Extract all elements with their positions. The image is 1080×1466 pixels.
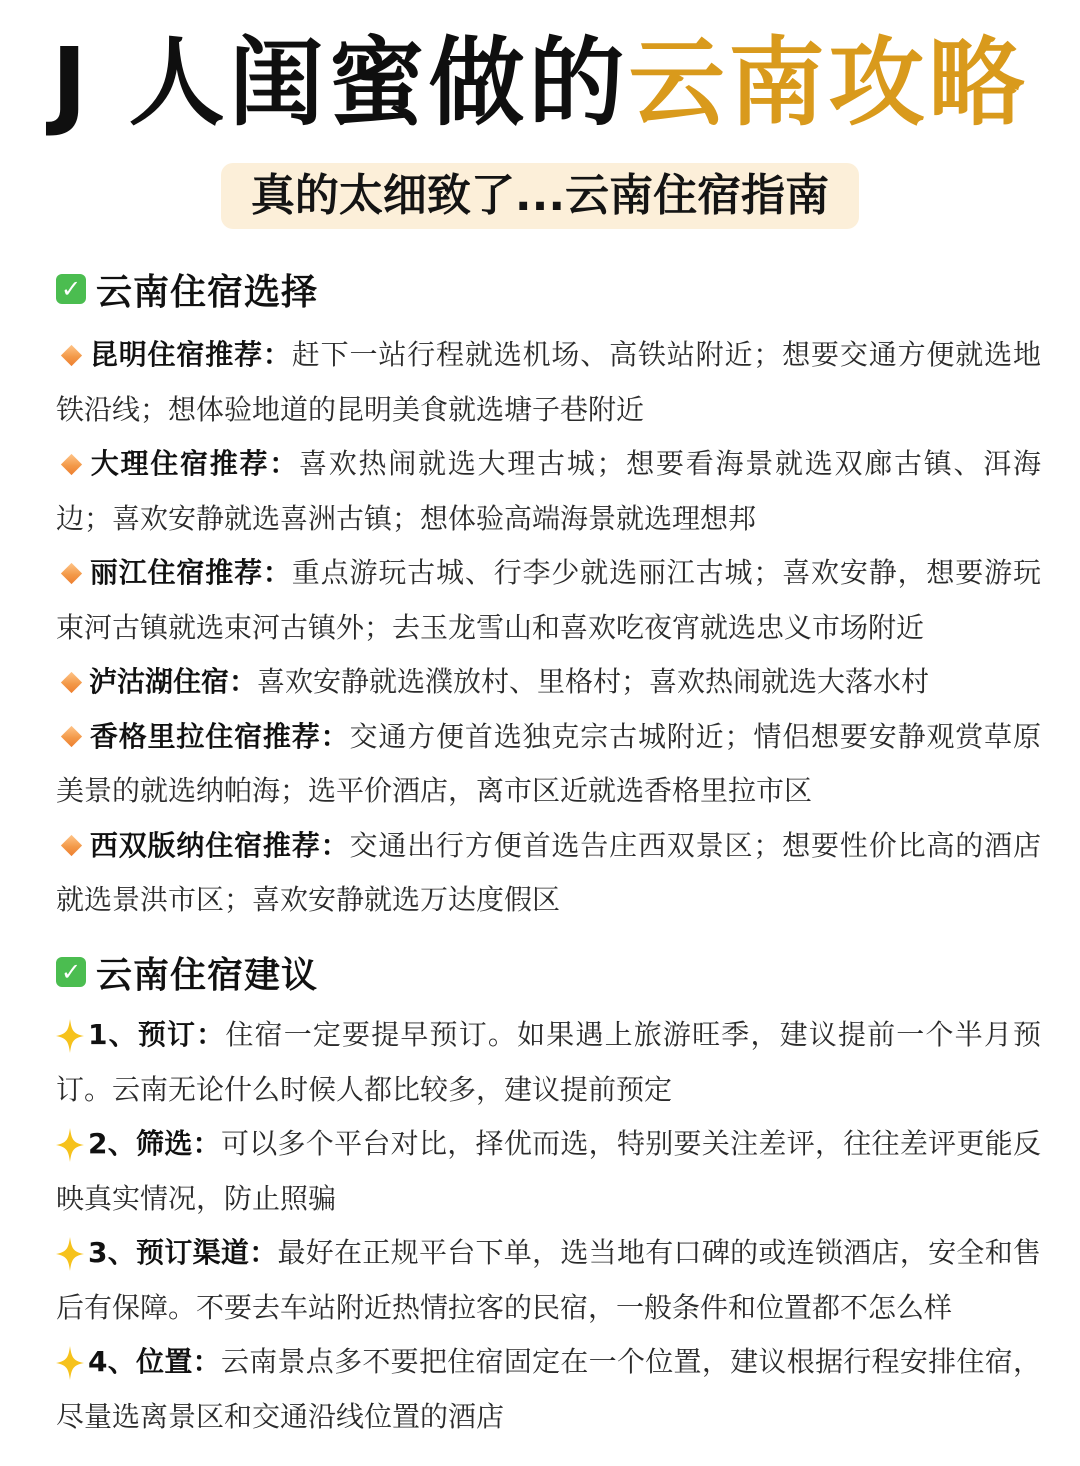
list-item — [56, 1008, 1041, 1117]
list-item — [56, 655, 1041, 710]
item-lead: 泸沽湖住宿： — [89, 665, 258, 698]
sparkle-icon — [56, 1346, 84, 1380]
title-part-dark: J 人闺蜜做的 — [51, 27, 629, 139]
item-lead: 丽江住宿推荐： — [89, 556, 292, 589]
check-box-icon: ✓ — [56, 274, 86, 304]
item-lead: 3、预订渠道： — [88, 1236, 278, 1269]
item-text: 交通出行方便首选告庄西双景区；想要性价比高的酒店就选景洪市区；喜欢安静就选万达度假区 — [56, 828, 1041, 916]
orange-diamond-icon — [61, 453, 82, 474]
list-item — [56, 819, 1041, 928]
item-text: 喜欢热闹就选大理古城；想要看海景就选双廊古镇、洱海边；喜欢安静就选喜洲古镇；想体验高端海景就选理想邦 — [56, 447, 1041, 535]
item-lead: 大理住宿推荐： — [89, 447, 299, 480]
orange-diamond-icon — [61, 344, 82, 365]
subtitle-banner — [0, 163, 1080, 229]
item-lead: 西双版纳住宿推荐： — [89, 828, 350, 862]
list-item — [56, 1117, 1041, 1226]
orange-diamond-icon — [61, 671, 82, 692]
list-item — [56, 546, 1041, 655]
item-lead: 昆明住宿推荐： — [89, 338, 292, 371]
sparkle-icon — [56, 1019, 84, 1053]
subtitle: 真的太细致了...云南住宿指南 — [221, 163, 859, 229]
section-accommodation-choice — [56, 262, 1041, 928]
list-item — [56, 1226, 1041, 1335]
page-title — [0, 28, 1080, 138]
orange-diamond-icon — [61, 562, 82, 583]
list-item — [56, 710, 1041, 819]
item-text: 住宿一定要提早预订。如果遇上旅游旺季，建议提前一个半月预订。云南无论什么时候人都比较多，建议提前预定 — [56, 1018, 1041, 1106]
item-text: 重点游玩古城、行李少就选丽江古城；喜欢安静，想要游玩束河古镇就选束河古镇外；去玉龙雪山和喜欢吃夜宵就选忠义市场附近 — [56, 556, 1041, 644]
section-header — [56, 945, 1041, 999]
orange-diamond-icon — [61, 726, 82, 747]
check-box-icon: ✓ — [56, 957, 86, 987]
item-lead: 1、预订： — [88, 1018, 226, 1051]
section-header — [56, 262, 1041, 316]
sparkle-icon — [56, 1237, 84, 1271]
item-lead: 2、筛选： — [88, 1127, 221, 1160]
item-text: 交通方便首选独克宗古城附近；情侣想要安静观赏草原美景的就选纳帕海；选平价酒店，离市区近就选香格里拉市区 — [56, 719, 1041, 807]
sparkle-icon — [56, 1128, 84, 1162]
list-item — [56, 1335, 1041, 1444]
item-text: 云南景点多不要把住宿固定在一个位置，建议根据行程安排住宿，尽量选离景区和交通沿线位置的酒店 — [56, 1345, 1042, 1433]
item-text: 可以多个平台对比，择优而选，特别要关注差评，往往差评更能反映真实情况，防止照骗 — [56, 1127, 1042, 1215]
section-title: 云南住宿选择 — [96, 271, 319, 313]
item-lead: 香格里拉住宿推荐： — [89, 719, 350, 753]
item-text: 最好在正规平台下单，选当地有口碑的或连锁酒店，安全和售后有保障。不要去车站附近热情拉客的民宿，一般条件和位置都不怎么样 — [56, 1236, 1041, 1324]
item-text: 喜欢安静就选濮放村、里格村；喜欢热闹就选大落水村 — [257, 665, 930, 698]
item-lead: 4、位置： — [88, 1345, 221, 1378]
list-item — [56, 328, 1041, 437]
list-item — [56, 437, 1041, 546]
title-part-accent: 云南攻略 — [628, 27, 1029, 139]
item-text: 赶下一站行程就选机场、高铁站附近；想要交通方便就选地铁沿线；想体验地道的昆明美食就选塘子巷附近 — [56, 338, 1041, 426]
section-accommodation-advice — [56, 945, 1041, 1444]
orange-diamond-icon — [61, 835, 82, 856]
section-title: 云南住宿建议 — [96, 954, 319, 996]
